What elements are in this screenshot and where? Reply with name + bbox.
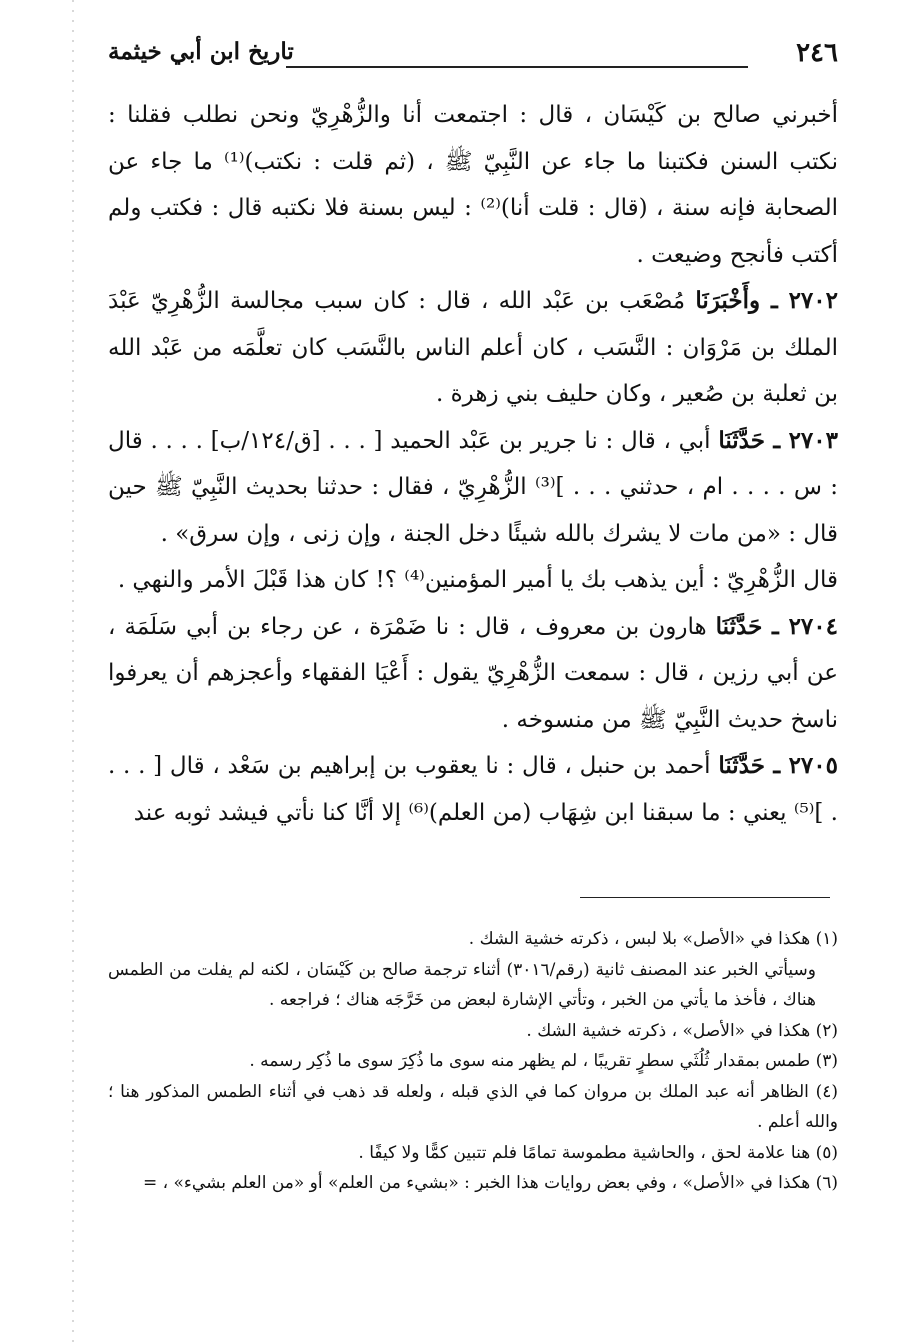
entry-text-2703: أبي ، قال : نا جرير بن عَبْد الحميد [ . . . [ق/١٢٤/ب] . . . . قال : س . . . . ام ، حدثني . . . ]⁽³⁾ الزُّهْرِيّ ، فقال : حدثنا بحديث النَّبِيّ ﷺ حين قال : «من مات لا يشرك بالله شيئًا دخل الجنة ، وإن زنى ، وإن سرق» .: [108, 427, 838, 547]
hadith-2704: [108, 604, 838, 744]
hadith-2705: [108, 743, 838, 836]
footnote-1-continuation: وسيأتي الخبر عند المصنف ثانية (رقم/٣٠١٦) أثناء ترجمة صالح بن كَيْسَان ، لكنه لم يفلت من الطمس هناك ، فأخذ ما يأتي من الخبر ، وتأتي الإشارة لبعض من خَرَّجَه هناك ؛ فراجعه .: [108, 959, 816, 1010]
entry-text-2702: مُصْعَب بن عَبْد الله ، قال : كان سبب مجالسة الزُّهْرِيّ عَبْدَ الملك بن مَرْوَان : النَّسَب ، كان أعلم الناس بالنَّسَب كان تعلَّمَه من عَبْد الله بن ثعلبة بن صُعير ، وكان حليف بني زهرة .: [108, 288, 838, 407]
footnote-4: (٤) الظاهر أنه عبد الملك بن مروان كما في الذي قبله ، ولعله قد ذهب في أثناء الطمس المذكور هنا ؛ والله أعلم .: [108, 1081, 838, 1132]
entry-text-2704: هارون بن معروف ، قال : نا ضَمْرَة ، عن رجاء بن أبي سَلَمَة ، عن أبي رزين ، قال : سمعت الزُّهْرِيّ يقول : أَعْيَا الفقهاء وأعجزهم أن يعرفوا ناسخ حديث النَّبِيّ ﷺ من منسوخه .: [108, 613, 838, 733]
footnote-3: (٣) طمس بمقدار ثُلُثَي سطرٍ تقريبًا ، لم يظهر منه سوى ما ذُكِرَ سوى ما ذُكِر رسمه .: [249, 1051, 838, 1071]
scan-gutter-marks: [72, 0, 74, 1342]
footnote-6: (٦) هكذا في «الأصل» ، وفي بعض روايات هذا الخبر : «بشيء من العلم» أو «من العلم بشيء» ، =: [142, 1173, 838, 1193]
header-rule: [286, 66, 748, 68]
hadith-2703: [108, 418, 838, 558]
footnote-2: (٢) هكذا في «الأصل» ، ذكرته خشية الشك .: [526, 1020, 838, 1041]
entry-number-2703: ٢٧٠٣ ـ حَدَّثَنَا: [718, 426, 838, 454]
entry-number-2702: ٢٧٠٢ ـ وأَخْبَرَنَا: [695, 287, 838, 314]
zuhri-remark: قال الزُّهْرِيّ : أين يذهب بك يا أمير المؤمنين⁽⁴⁾ ؟! كان هذا قَبْلَ الأمر والنهي .: [117, 567, 838, 593]
main-text: [108, 92, 838, 836]
page-number: ٢٤٦: [796, 38, 838, 68]
paragraph-continuation: أخبرني صالح بن كَيْسَان ، قال : اجتمعت أنا والزُّهْرِيّ ونحن نطلب فقلنا : نكتب السنن فكتبنا ما جاء عن النَّبِيّ ﷺ ، (ثم قلت : نكتب)⁽¹⁾ ما جاء عن الصحابة فإنه سنة ، (قال : قلت أنا)⁽²⁾ : ليس بسنة فلا نكتبه قال : فكتب ولم أكتب فأنجح وضيعت .: [108, 102, 838, 268]
page-header: [108, 38, 838, 78]
running-title: تاريخ ابن أبي خيثمة: [108, 38, 294, 65]
footnote-5: (٥) هنا علامة لحق ، والحاشية مطموسة تمامًا فلم تتبين كمًّا ولا كيفًا .: [358, 1142, 838, 1163]
footnote-separator: [580, 897, 830, 898]
footnote-1: (١) هكذا في «الأصل» بلا لبس ، ذكرته خشية الشك .: [468, 929, 838, 949]
entry-text-2705: أحمد بن حنبل ، قال : نا يعقوب بن إبراهيم بن سَعْد ، قال [ . . . . ]⁽⁵⁾ يعني : ما سبقنا ابن شِهَاب (من العلم)⁽⁶⁾ إلا أنَّا كنا نأتي فيشد ثوبه عند: [108, 753, 838, 826]
entry-number-2705: ٢٧٠٥ ـ حَدَّثَنَا: [718, 752, 838, 779]
entry-number-2704: ٢٧٠٤ ـ حَدَّثَنَا: [715, 612, 838, 640]
hadith-2702: [108, 278, 838, 418]
footnotes: [108, 924, 838, 1199]
